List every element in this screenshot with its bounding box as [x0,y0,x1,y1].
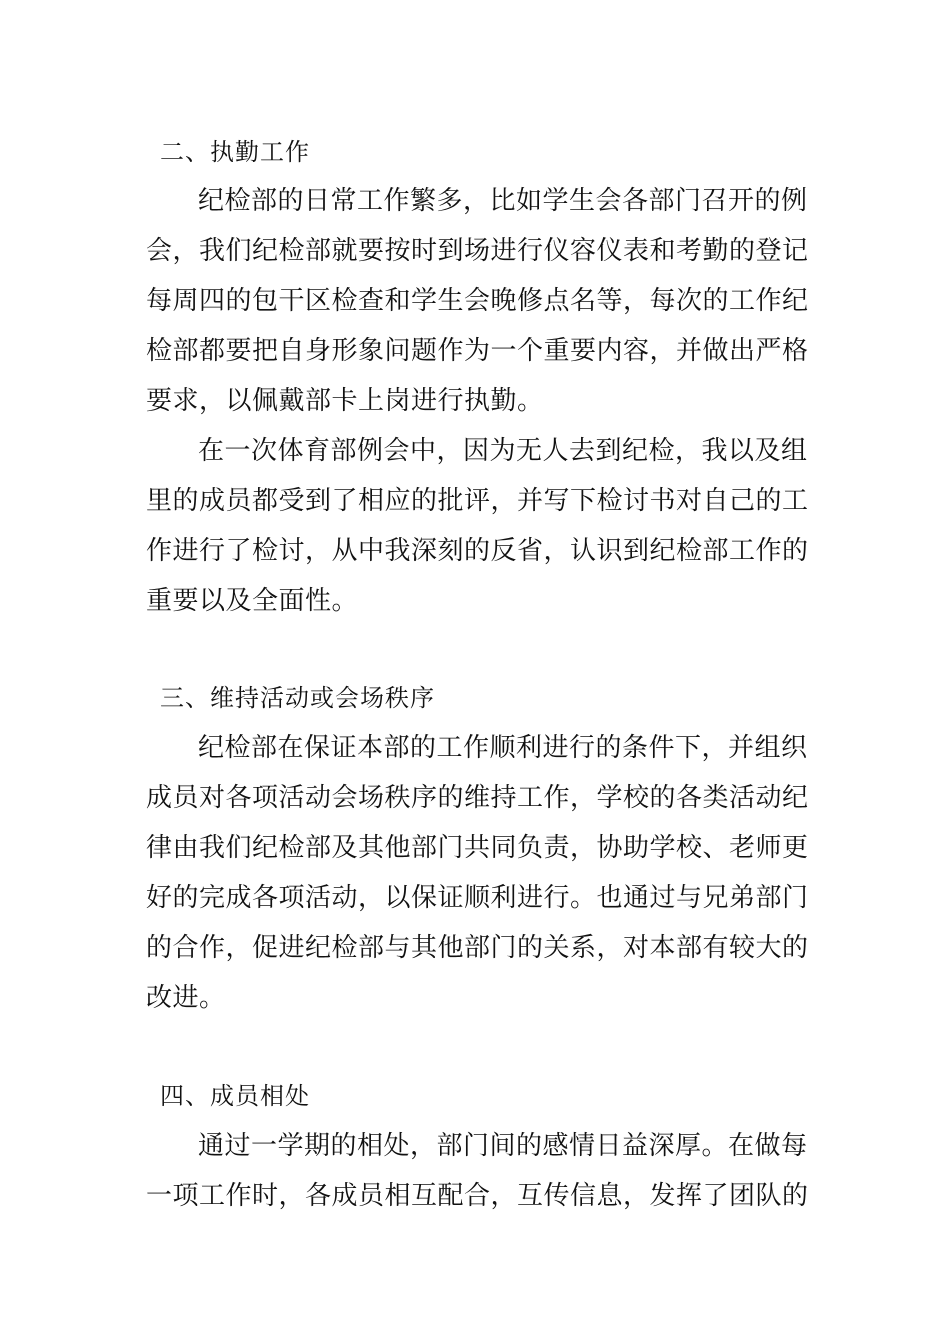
section-heading: 二、执勤工作 [160,138,310,166]
paragraph-line: 作进行了检讨，从中我深刻的反省，认识到纪检部工作的 [146,536,809,566]
paragraph-line: 纪检部在保证本部的工作顺利进行的条件下，并组织 [198,733,808,763]
paragraph-line: 会，我们纪检部就要按时到场进行仪容仪表和考勤的登记 [146,236,809,266]
paragraph-line: 要求，以佩戴部卡上岗进行执勤。 [146,386,544,416]
paragraph-line: 每周四的包干区检查和学生会晚修点名等，每次的工作纪 [146,286,809,316]
paragraph-line: 在一次体育部例会中，因为无人去到纪检，我以及组 [198,436,808,466]
paragraph-line: 好的完成各项活动，以保证顺利进行。也通过与兄弟部门 [146,883,809,913]
paragraph-line: 纪检部的日常工作繁多，比如学生会各部门召开的例 [198,186,808,216]
section-heading: 四、成员相处 [160,1082,310,1110]
paragraph-line: 成员对各项活动会场秩序的维持工作，学校的各类活动纪 [146,783,809,813]
paragraph-line: 里的成员都受到了相应的批评，并写下检讨书对自己的工 [146,486,809,516]
paragraph-line: 一项工作时，各成员相互配合，互传信息，发挥了团队的 [146,1181,809,1211]
paragraph-line: 检部都要把自身形象问题作为一个重要内容，并做出严格 [146,336,809,366]
paragraph-line: 律由我们纪检部及其他部门共同负责，协助学校、老师更 [146,833,809,863]
section-heading: 三、维持活动或会场秩序 [160,684,435,712]
paragraph-line: 重要以及全面性。 [146,586,359,616]
paragraph-line: 通过一学期的相处，部门间的感情日益深厚。在做每 [198,1131,808,1161]
paragraph-line: 的合作，促进纪检部与其他部门的关系，对本部有较大的 [146,933,809,963]
paragraph-line: 改进。 [146,983,226,1013]
